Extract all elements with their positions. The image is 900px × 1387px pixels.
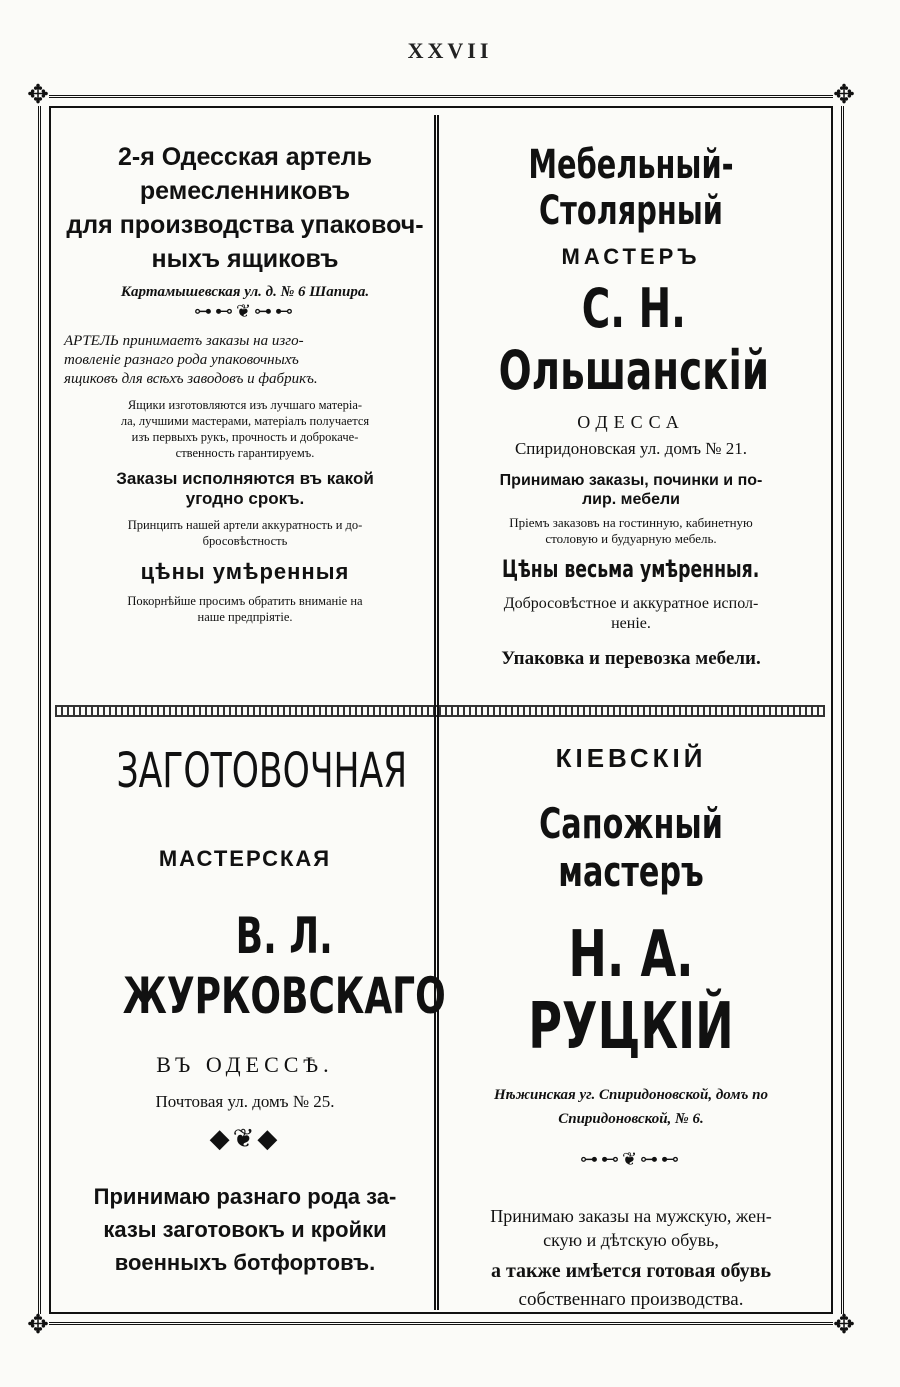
text-line: Покорнѣйше просимъ обратить вниманіе на [127, 594, 363, 608]
ad-city: ВЪ ОДЕССѢ. [156, 1052, 334, 1077]
text-line: бросовѣстность [202, 534, 288, 548]
ad-quality [446, 594, 816, 634]
corner-ornament-icon: ✥ [833, 1310, 855, 1339]
ad-paragraph [60, 397, 430, 461]
ad-accept [446, 471, 816, 509]
text-line: товленіе разнаго рода упаковочныхъ [64, 352, 299, 368]
ad-own-production: собственнаго производства. [518, 1289, 744, 1310]
page-number: XXVII [407, 38, 493, 63]
text-line: ла, лучшими мастерами, матеріалъ получается [120, 414, 370, 428]
subheading-text: Сапожный мастеръ [539, 799, 723, 896]
ad-subheading: МАСТЕРЪ [561, 244, 701, 269]
ad-prices: цѣны умѣренныя [140, 559, 350, 584]
ad-offer [60, 1180, 430, 1279]
ad-title [60, 140, 430, 276]
name-text: Н. А. РУЦКІЙ [528, 918, 734, 1064]
ad-heading [446, 142, 816, 234]
heading-text: Мебельный-Столярный [528, 142, 734, 234]
name-text: С. Н. Ольшанскій [498, 277, 770, 402]
text-line: изъ первыхъ рукъ, прочность и доброкаче- [131, 430, 359, 444]
corner-ornament-icon: ✥ [27, 1310, 49, 1339]
ornament-divider-icon: ⊶⊷❦⊶⊷ [193, 301, 297, 321]
text-line: скую и дѣтскую обувь, [543, 1230, 719, 1250]
ad-city: ОДЕССА [577, 412, 685, 432]
text-line: столовую и будуарную мебель. [545, 531, 717, 546]
prices-text: Цѣны весьма умѣренныя. [502, 555, 760, 583]
text-line: Спиридоновской, № 6. [558, 1111, 704, 1127]
text-line: Нѣжинская уг. Спиридоновской, домъ по [494, 1087, 768, 1103]
ornament-divider-icon: ⊶⊷❦⊶⊷ [579, 1149, 683, 1169]
text-line: Принципъ нашей артели аккуратность и до- [127, 518, 363, 532]
corner-ornament-icon: ✥ [833, 80, 855, 109]
text-line: Заказы исполняются въ какой [116, 469, 374, 488]
title-line: ныхъ ящиковъ [151, 245, 339, 273]
ad-subheading [446, 800, 816, 897]
ad-address: Картамышевская ул. д. № 6 Шапира. [120, 284, 370, 300]
text-line: неніе. [611, 615, 651, 632]
ad-orders-note [60, 469, 430, 509]
ad-paragraph [60, 332, 430, 389]
ad-furniture-master [446, 130, 816, 700]
text-line: Ящики изготовляются изъ лучшаго матеріа- [127, 398, 363, 412]
ad-address: Спиридоновская ул. домъ № 21. [514, 439, 748, 458]
ad-address: Почтовая ул. домъ № 25. [155, 1092, 335, 1111]
ad-boot-workshop [60, 725, 446, 1315]
text-line: казы заготовокъ и кройки [103, 1217, 387, 1242]
ad-name [60, 906, 446, 1026]
text-line: Принимаю разнаго рода за- [93, 1184, 397, 1209]
title-line: для производства упаковоч- [66, 211, 424, 239]
ad-artel-packing-boxes [60, 130, 430, 700]
ornament-scroll-icon: ◆❦◆ [209, 1124, 281, 1153]
title-line: 2-я Одесская артель [117, 143, 373, 171]
name-text: В. Л. ЖУРКОВСКАГО [122, 907, 446, 1025]
ad-packing: Упаковка и перевозка мебели. [501, 648, 761, 669]
horizontal-divider [55, 705, 825, 717]
text-line: лир. мебели [582, 491, 680, 508]
corner-ornament-icon: ✥ [27, 80, 49, 109]
text-line: военныхъ ботфортовъ. [114, 1250, 376, 1275]
ad-heading: КІЕВСКІЙ [555, 743, 707, 773]
ad-heading [60, 743, 430, 800]
title-line: ремесленниковъ [139, 177, 351, 205]
heading-text: ЗАГОТОВОЧНАЯ [116, 743, 408, 799]
text-line: ящиковъ для всѣхъ заводовъ и фабрикъ. [64, 371, 318, 387]
ad-subheading: МАСТЕРСКАЯ [158, 846, 332, 871]
ad-principle [60, 517, 430, 549]
ad-prices [446, 555, 816, 584]
text-line: Принимаю заказы, починки и по- [499, 472, 763, 489]
ad-address [446, 1083, 816, 1131]
ad-reception [446, 515, 816, 547]
ad-shoemaker [446, 725, 816, 1315]
ad-name [446, 278, 816, 402]
ad-accept [446, 1204, 816, 1252]
text-line: наше предпріятіе. [197, 610, 293, 624]
text-line: ственность гарантируемъ. [175, 446, 315, 460]
text-line: Принимаю заказы на мужскую, жен- [490, 1206, 772, 1226]
text-line: АРТЕЛЬ принимаетъ заказы на изго- [64, 333, 304, 349]
text-line: угодно срокъ. [185, 489, 305, 508]
ad-name [446, 919, 816, 1063]
ad-closing [60, 593, 430, 625]
text-line: Пріемъ заказовъ на гостинную, кабинетную [509, 515, 753, 530]
text-line: Добросовѣстное и аккуратное испол- [503, 595, 759, 612]
ad-ready-shoes: а также имѣется готовая обувь [490, 1260, 772, 1282]
